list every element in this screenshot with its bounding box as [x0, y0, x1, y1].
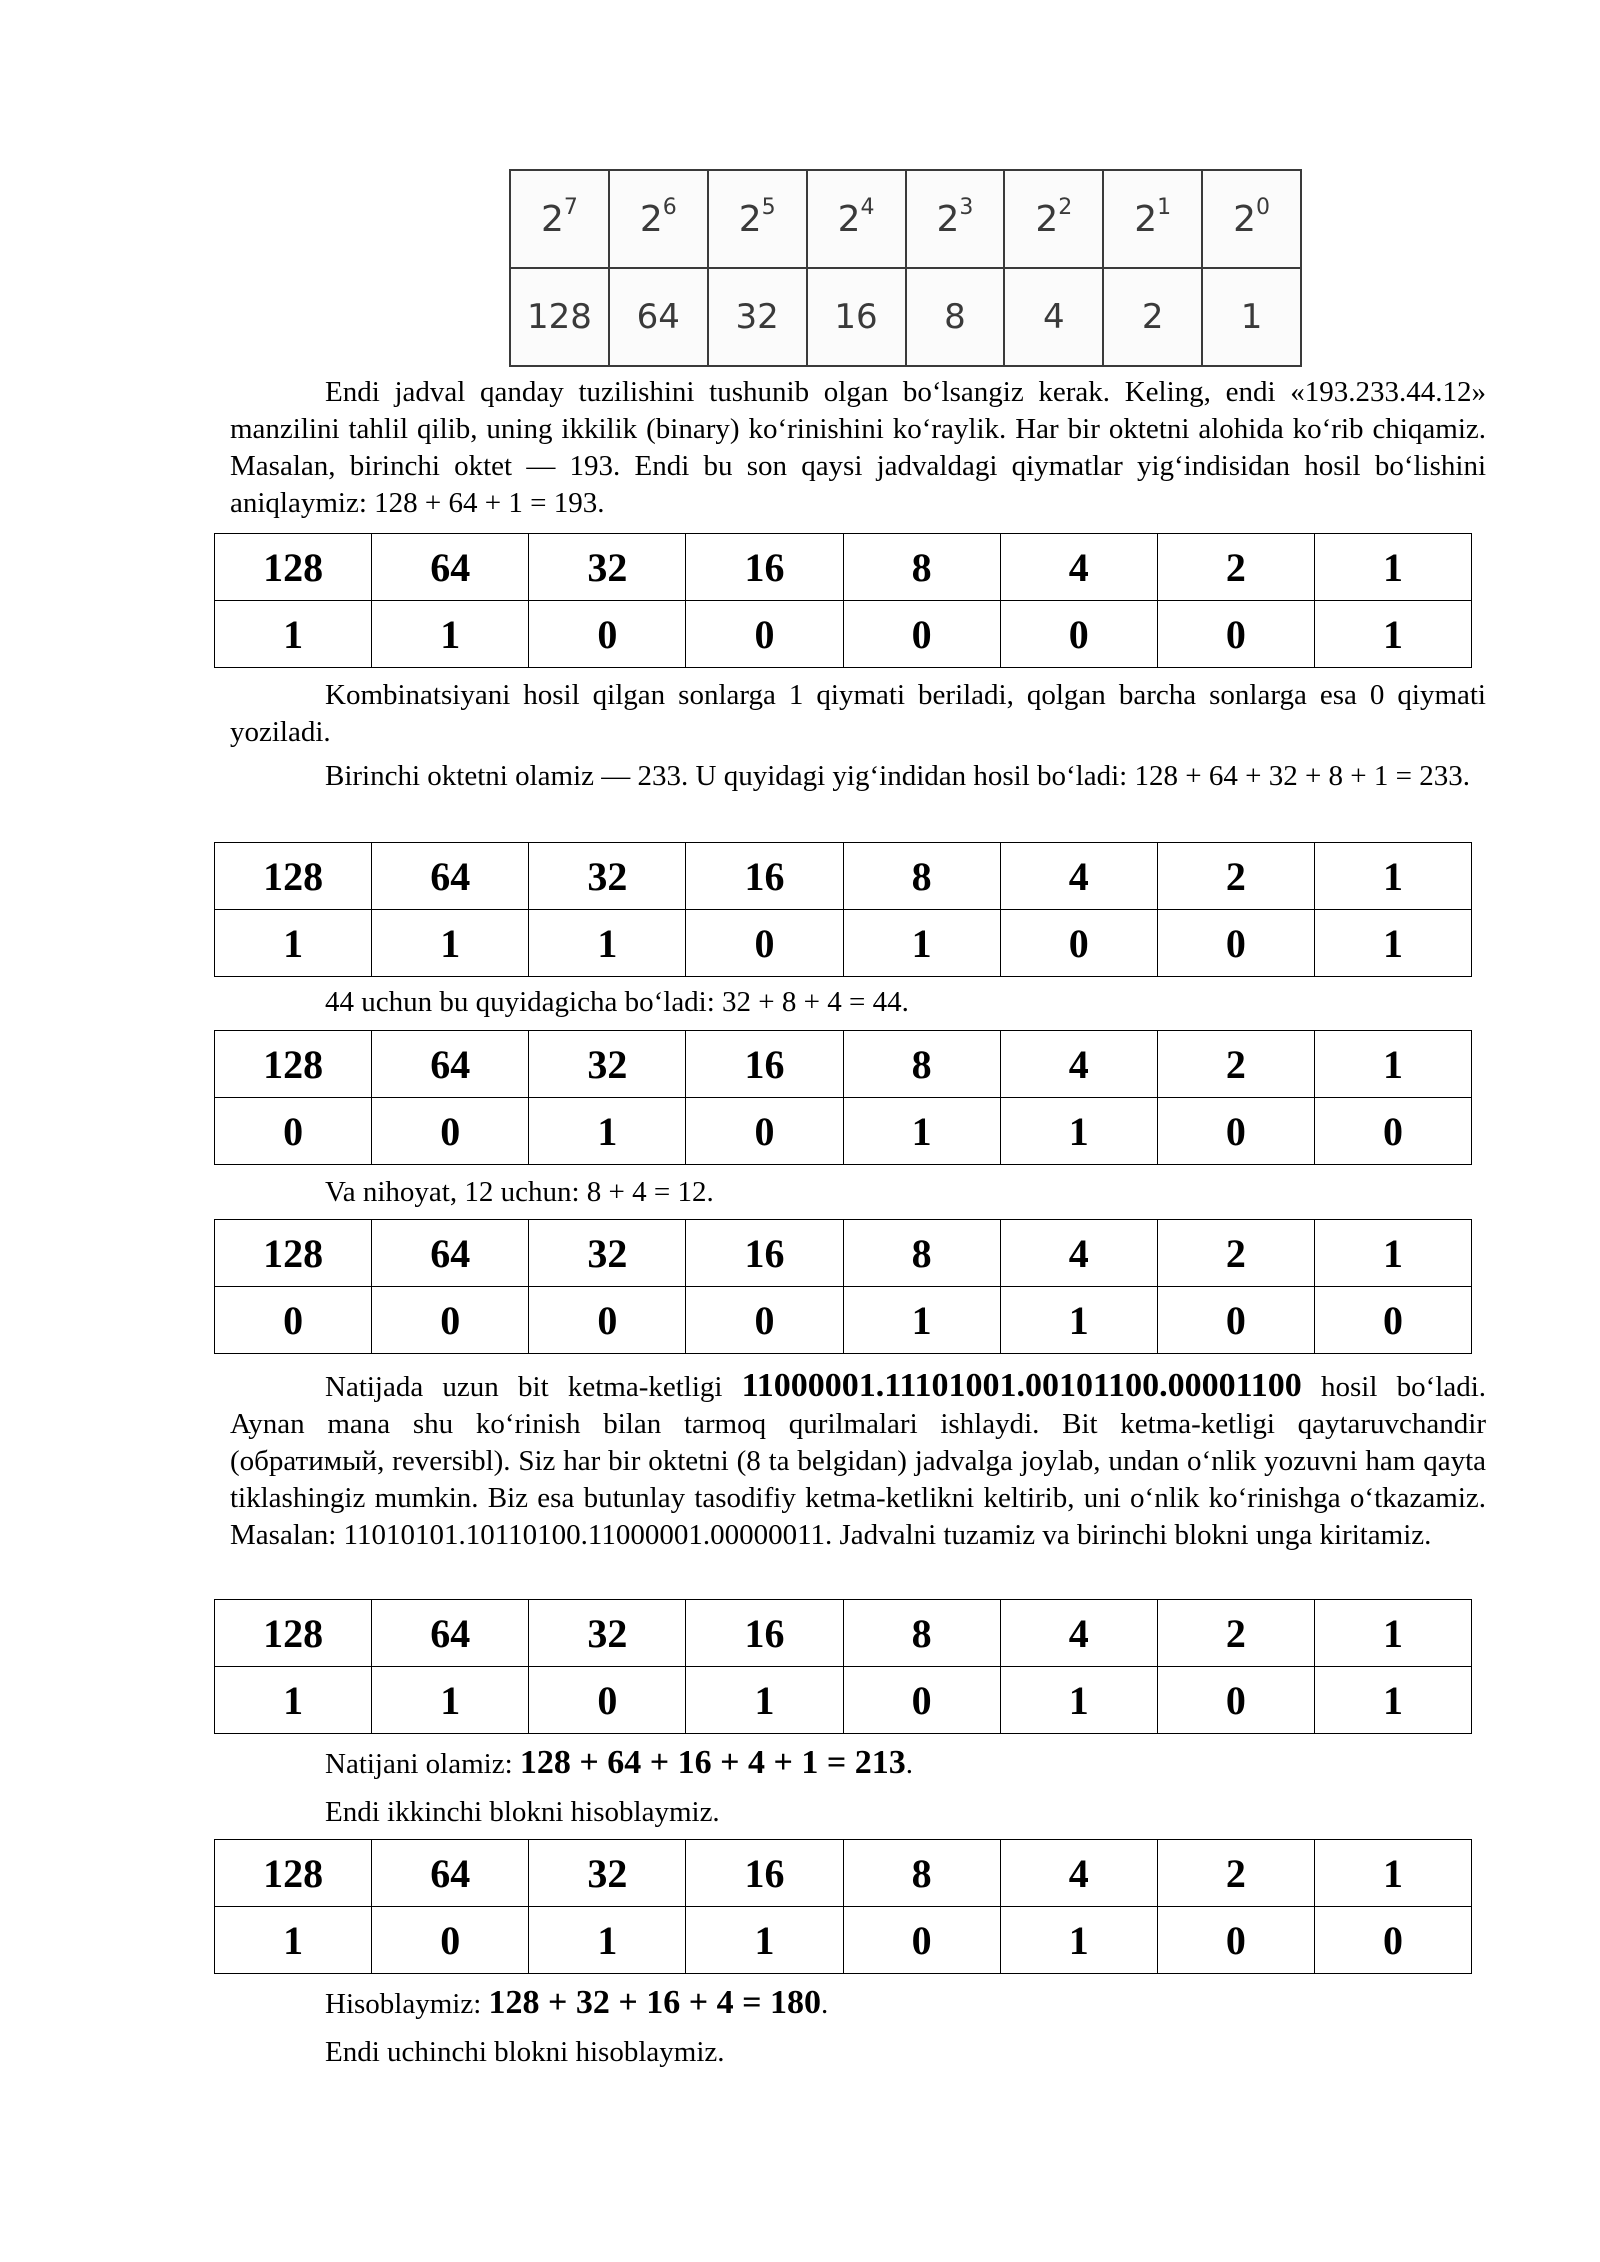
paragraph-bit-sequence: Natijada uzun bit ketma-ketligi 11000001.11101001.00101100.00001100 hosil bo‘ladi. Aynan mana shu ko‘rinish bilan tarmoq qurilmalari ishlaydi. Bit ketma-ketligi qaytaruvchandir (обратимый, reversibl). Siz har bir oktetni (8 ta belgidan) jadvalga joylab, undan o‘nlik yozuvni ham qayta tiklashingiz mumkin. Biz esa butunlay tasodifiy ketma-ketlikni keltirib, uni o‘nlik ko‘rinishga o‘tkazamiz. Masalan: 11010101.10110100.11000001.00000011. Jadvalni tuzamiz va birinchi blokni unga kiritamiz. [230, 1367, 1487, 1551]
bit-cell: 1 [1314, 1667, 1471, 1734]
weight-cell: 16 [686, 1600, 843, 1667]
octet-table-12 [214, 1219, 1472, 1354]
bit-cell: 1 [372, 910, 529, 977]
weight-cell: 8 [843, 1840, 1000, 1907]
weight-cell: 1 [1314, 1600, 1471, 1667]
weight-cell: 128 [215, 1600, 372, 1667]
sum-expression-213: 128 + 64 + 16 + 4 + 1 = 213 [519, 1744, 906, 1781]
weight-cell: 16 [686, 534, 843, 601]
power-value-cell: 128 [510, 268, 609, 366]
bit-cell: 0 [1157, 601, 1314, 668]
octet-table-44 [214, 1030, 1472, 1165]
weight-cell: 128 [215, 1840, 372, 1907]
power-base: 2 [738, 198, 762, 240]
weight-cell: 1 [1314, 843, 1471, 910]
header-row [215, 1220, 1472, 1287]
power-cell [1004, 170, 1103, 268]
power-value-cell: 4 [1004, 268, 1103, 366]
bit-cell: 1 [843, 1098, 1000, 1165]
power-cell [807, 170, 906, 268]
power-value-cell: 8 [906, 268, 1005, 366]
power-cell [906, 170, 1005, 268]
bit-cell: 0 [1157, 1667, 1314, 1734]
bit-cell: 0 [215, 1287, 372, 1354]
power-cell [510, 170, 609, 268]
paragraph-second-block: Endi ikkinchi blokni hisoblaymiz. [325, 1796, 720, 1828]
bit-cell: 1 [686, 1667, 843, 1734]
weight-cell: 1 [1314, 534, 1471, 601]
weight-cell: 1 [1314, 1220, 1471, 1287]
weight-cell: 2 [1157, 1220, 1314, 1287]
weight-cell: 8 [843, 1220, 1000, 1287]
bit-cell: 0 [843, 1907, 1000, 1974]
bit-cell: 1 [529, 1098, 686, 1165]
power-exponent: 5 [761, 195, 776, 221]
paragraph-combination: Kombinatsiyani hosil qilgan sonlarga 1 qiymati beriladi, qolgan barcha sonlarga esa 0 qiymati yoziladi. [230, 679, 1486, 748]
power-base: 2 [1233, 198, 1257, 240]
weight-cell: 2 [1157, 1600, 1314, 1667]
bit-cell: 0 [1314, 1098, 1471, 1165]
bit-cell: 0 [529, 1667, 686, 1734]
weight-cell: 64 [372, 534, 529, 601]
weight-cell: 128 [215, 1031, 372, 1098]
bit-cell: 0 [843, 1667, 1000, 1734]
weight-cell: 4 [1000, 1220, 1157, 1287]
power-exponent: 3 [959, 195, 974, 221]
weight-cell: 8 [843, 534, 1000, 601]
paragraph-result-180: Hisoblaymiz: 128 + 32 + 16 + 4 = 180. [325, 1984, 829, 2021]
power-value-cell: 32 [708, 268, 807, 366]
weight-cell: 32 [529, 534, 686, 601]
weight-cell: 8 [843, 843, 1000, 910]
bit-row [215, 601, 1472, 668]
bit-cell: 1 [529, 1907, 686, 1974]
weight-cell: 64 [372, 1600, 529, 1667]
bit-cell: 1 [529, 910, 686, 977]
power-base: 2 [639, 198, 663, 240]
weight-cell: 2 [1157, 1840, 1314, 1907]
power-cell [609, 170, 708, 268]
weight-cell: 2 [1157, 1031, 1314, 1098]
bit-cell: 1 [372, 1667, 529, 1734]
bit-cell: 0 [1000, 601, 1157, 668]
power-base: 2 [837, 198, 861, 240]
paragraph-third-block: Endi uchinchi blokni hisoblaymiz. [325, 2036, 725, 2068]
bit-row [215, 1667, 1472, 1734]
bit-cell: 1 [1000, 1287, 1157, 1354]
header-row [215, 1600, 1472, 1667]
bit-row [215, 1287, 1472, 1354]
power-value-cell: 2 [1103, 268, 1202, 366]
power-cell [1103, 170, 1202, 268]
header-row [215, 1031, 1472, 1098]
bit-cell: 0 [686, 601, 843, 668]
weight-cell: 32 [529, 1600, 686, 1667]
weight-cell: 4 [1000, 1840, 1157, 1907]
bit-cell: 0 [529, 1287, 686, 1354]
weight-cell: 32 [529, 843, 686, 910]
paragraph-intro: Endi jadval qanday tuzilishini tushunib olgan bo‘lsangiz kerak. Keling, endi «193.233.44.12» manzilini tahlil qilib, uning ikkilik (binary) ko‘rinishini ko‘raylik. Har bir oktetni alohida ko‘rib chiqamiz. Masalan, birinchi oktet — 193. Endi bu son qaysi jadvaldagi qiymatlar yig‘indisidan hosil bo‘lishini aniqlaymiz: 128 + 64 + 1 = 193. [230, 376, 1486, 519]
header-row [215, 843, 1472, 910]
paragraph-octet-233: Birinchi oktetni olamiz — 233. U quyidagi yig‘indidan hosil bo‘ladi: 128 + 64 + 32 + 8 + 1 = 233. [325, 760, 1471, 792]
bit-cell: 0 [1157, 1907, 1314, 1974]
bit-cell: 1 [372, 601, 529, 668]
paragraph-octet-44: 44 uchun bu quyidagicha bo‘ladi: 32 + 8 + 4 = 44. [325, 986, 909, 1018]
weight-cell: 16 [686, 1220, 843, 1287]
weight-cell: 32 [529, 1840, 686, 1907]
paragraph-result-213: Natijani olamiz: 128 + 64 + 16 + 4 + 1 = 213. [325, 1744, 914, 1781]
weight-cell: 2 [1157, 843, 1314, 910]
weight-cell: 64 [372, 1220, 529, 1287]
bit-cell: 1 [1314, 601, 1471, 668]
bit-cell: 1 [215, 1907, 372, 1974]
bit-cell: 0 [843, 601, 1000, 668]
weight-cell: 4 [1000, 534, 1157, 601]
weight-cell: 128 [215, 1220, 372, 1287]
power-cell [708, 170, 807, 268]
bit-cell: 0 [1157, 910, 1314, 977]
power-value-cell: 16 [807, 268, 906, 366]
bit-cell: 0 [686, 1098, 843, 1165]
bit-cell: 0 [1157, 1098, 1314, 1165]
bit-cell: 1 [1000, 1098, 1157, 1165]
bit-row [215, 1907, 1472, 1974]
bit-cell: 1 [843, 910, 1000, 977]
weight-cell: 64 [372, 843, 529, 910]
weight-cell: 16 [686, 1031, 843, 1098]
bit-cell: 1 [1000, 1667, 1157, 1734]
octet-table-233 [214, 842, 1472, 977]
weight-cell: 32 [529, 1031, 686, 1098]
weight-cell: 64 [372, 1840, 529, 1907]
bit-cell: 0 [215, 1098, 372, 1165]
bit-cell: 1 [1000, 1907, 1157, 1974]
power-exponent: 4 [860, 195, 875, 221]
power-exponent: 7 [563, 195, 578, 221]
weight-cell: 4 [1000, 843, 1157, 910]
bit-cell: 1 [843, 1287, 1000, 1354]
weight-cell: 16 [686, 1840, 843, 1907]
bit-cell: 0 [1000, 910, 1157, 977]
weight-cell: 128 [215, 843, 372, 910]
weight-cell: 64 [372, 1031, 529, 1098]
power-value-cell: 64 [609, 268, 708, 366]
weight-cell: 128 [215, 534, 372, 601]
weight-cell: 4 [1000, 1031, 1157, 1098]
weight-cell: 1 [1314, 1840, 1471, 1907]
paragraph-octet-12: Va nihoyat, 12 uchun: 8 + 4 = 12. [325, 1176, 714, 1208]
bit-cell: 0 [686, 910, 843, 977]
bit-cell: 1 [686, 1907, 843, 1974]
powers-of-two-table [509, 169, 1302, 367]
weight-cell: 8 [843, 1031, 1000, 1098]
weight-cell: 1 [1314, 1031, 1471, 1098]
bit-cell: 0 [372, 1098, 529, 1165]
power-exponent: 2 [1058, 195, 1073, 221]
power-cell [1202, 170, 1301, 268]
header-row [215, 534, 1472, 601]
octet-table-193 [214, 533, 1472, 668]
bit-cell: 0 [1314, 1907, 1471, 1974]
power-exponent: 1 [1157, 195, 1172, 221]
bit-row [215, 910, 1472, 977]
power-base: 2 [1035, 198, 1059, 240]
header-row [215, 1840, 1472, 1907]
bit-cell: 1 [215, 601, 372, 668]
bit-cell: 0 [1157, 1287, 1314, 1354]
power-base: 2 [540, 198, 564, 240]
bit-cell: 0 [1314, 1287, 1471, 1354]
power-value-cell: 1 [1202, 268, 1301, 366]
power-base: 2 [936, 198, 960, 240]
bit-cell: 0 [686, 1287, 843, 1354]
block-table-1 [214, 1599, 1472, 1734]
bit-row [215, 1098, 1472, 1165]
power-exponent: 6 [662, 195, 677, 221]
weight-cell: 4 [1000, 1600, 1157, 1667]
bit-cell: 1 [215, 910, 372, 977]
bit-sequence: 11000001.11101001.00101100.00001100 [741, 1367, 1302, 1404]
weight-cell: 2 [1157, 534, 1314, 601]
power-exponent: 0 [1256, 195, 1271, 221]
power-base: 2 [1134, 198, 1158, 240]
weight-cell: 8 [843, 1600, 1000, 1667]
bit-cell: 1 [215, 1667, 372, 1734]
block-table-2 [214, 1839, 1472, 1974]
bit-cell: 1 [1314, 910, 1471, 977]
bit-cell: 0 [372, 1287, 529, 1354]
bit-cell: 0 [529, 601, 686, 668]
bit-cell: 0 [372, 1907, 529, 1974]
sum-expression-180: 128 + 32 + 16 + 4 = 180 [488, 1984, 822, 2021]
weight-cell: 32 [529, 1220, 686, 1287]
weight-cell: 16 [686, 843, 843, 910]
